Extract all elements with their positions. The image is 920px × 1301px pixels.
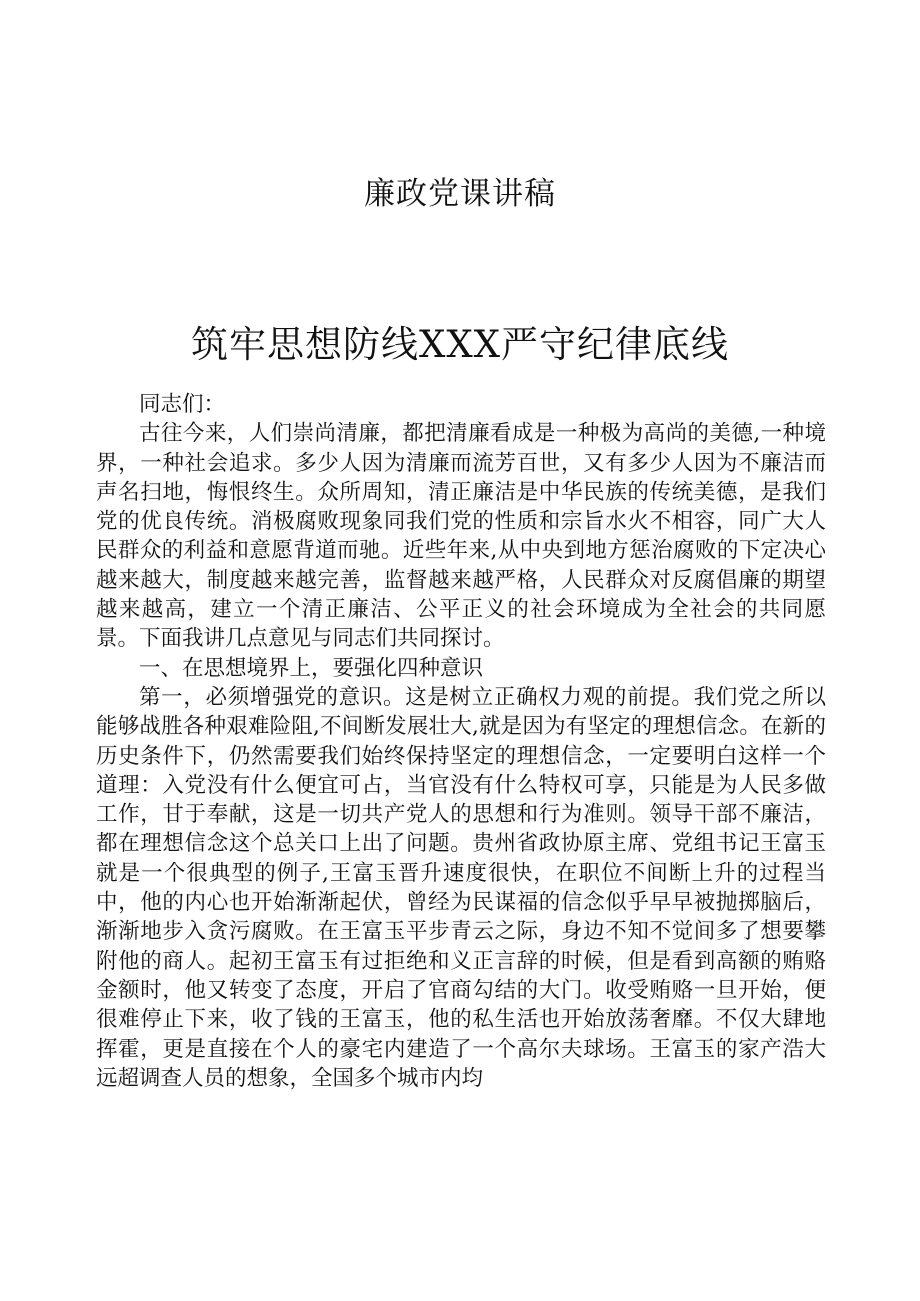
document-body: [96, 390, 826, 1093]
salutation: 同志们：: [139, 392, 226, 417]
document-title: 廉政党课讲稿: [364, 176, 556, 212]
body-paragraph-first-point: 第一，必须增强党的意识。这是树立正确权力观的前提。我们党之所以能够战胜各种艰难险阻,不间断发展壮大,就是因为有坚定的理想信念。在新的历史条件下，仍然需要我们始终保持坚定的理想信念，一定要明白这样一个道理：入党没有什么便宜可占，当官没有什么特权可享，只能是为人民多做工作，甘于奉献，这是一切共产党人的思想和行为准则。领导干部不廉洁，都在理想信念这个总关口上出了问题。贵州省政协原主席、党组书记王富玉就是一个很典型的例子,王富玉晋升速度很快，在职位不间断上升的过程当中，他的内心也开始渐渐起伏，曾经为民谋福的信念似乎早早被抛掷脑后，渐渐地步入贪污腐败。在王富玉平步青云之际，身边不知不觉间多了想要攀附他的商人。起初王富玉有过拒绝和义正言辞的时候，但是看到高额的贿赂金额时，他又转变了态度，开启了官商勾结的大门。收受贿赂一旦开始，便很难停止下来，收了钱的王富玉，他的私生活也开始放荡奢靡。不仅大肆地挥霍，更是直接在个人的豪宅内建造了一个高尔夫球场。王富玉的家产浩大远超调查人员的想象，全国多个城市内均: [96, 684, 826, 1091]
document-subtitle: 筑牢思想防线XXX严守纪律底线: [190, 323, 730, 366]
body-paragraph-intro: 古往今来，人们崇尚清廉，都把清廉看成是一种极为高尚的美德,一种境界，一种社会追求。多少人因为清廉而流芳百世，又有多少人因为不廉洁而声名扫地，悔恨终生。众所周知，清正廉洁是中华民族的传统美德，是我们党的优良传统。消极腐败现象同我们党的性质和宗旨水火不相容，同广大人民群众的利益和意愿背道而驰。近些年来,从中央到地方惩治腐败的下定决心越来越大，制度越来越完善，监督越来越严格，人民群众对反腐倡廉的期望越来越高，建立一个清正廉洁、公平正义的社会环境成为全社会的共同愿景。下面我讲几点意见与同志们共同探讨。: [96, 421, 826, 652]
section-heading-1: 一、在思想境界上，要强化四种意识: [139, 655, 484, 681]
